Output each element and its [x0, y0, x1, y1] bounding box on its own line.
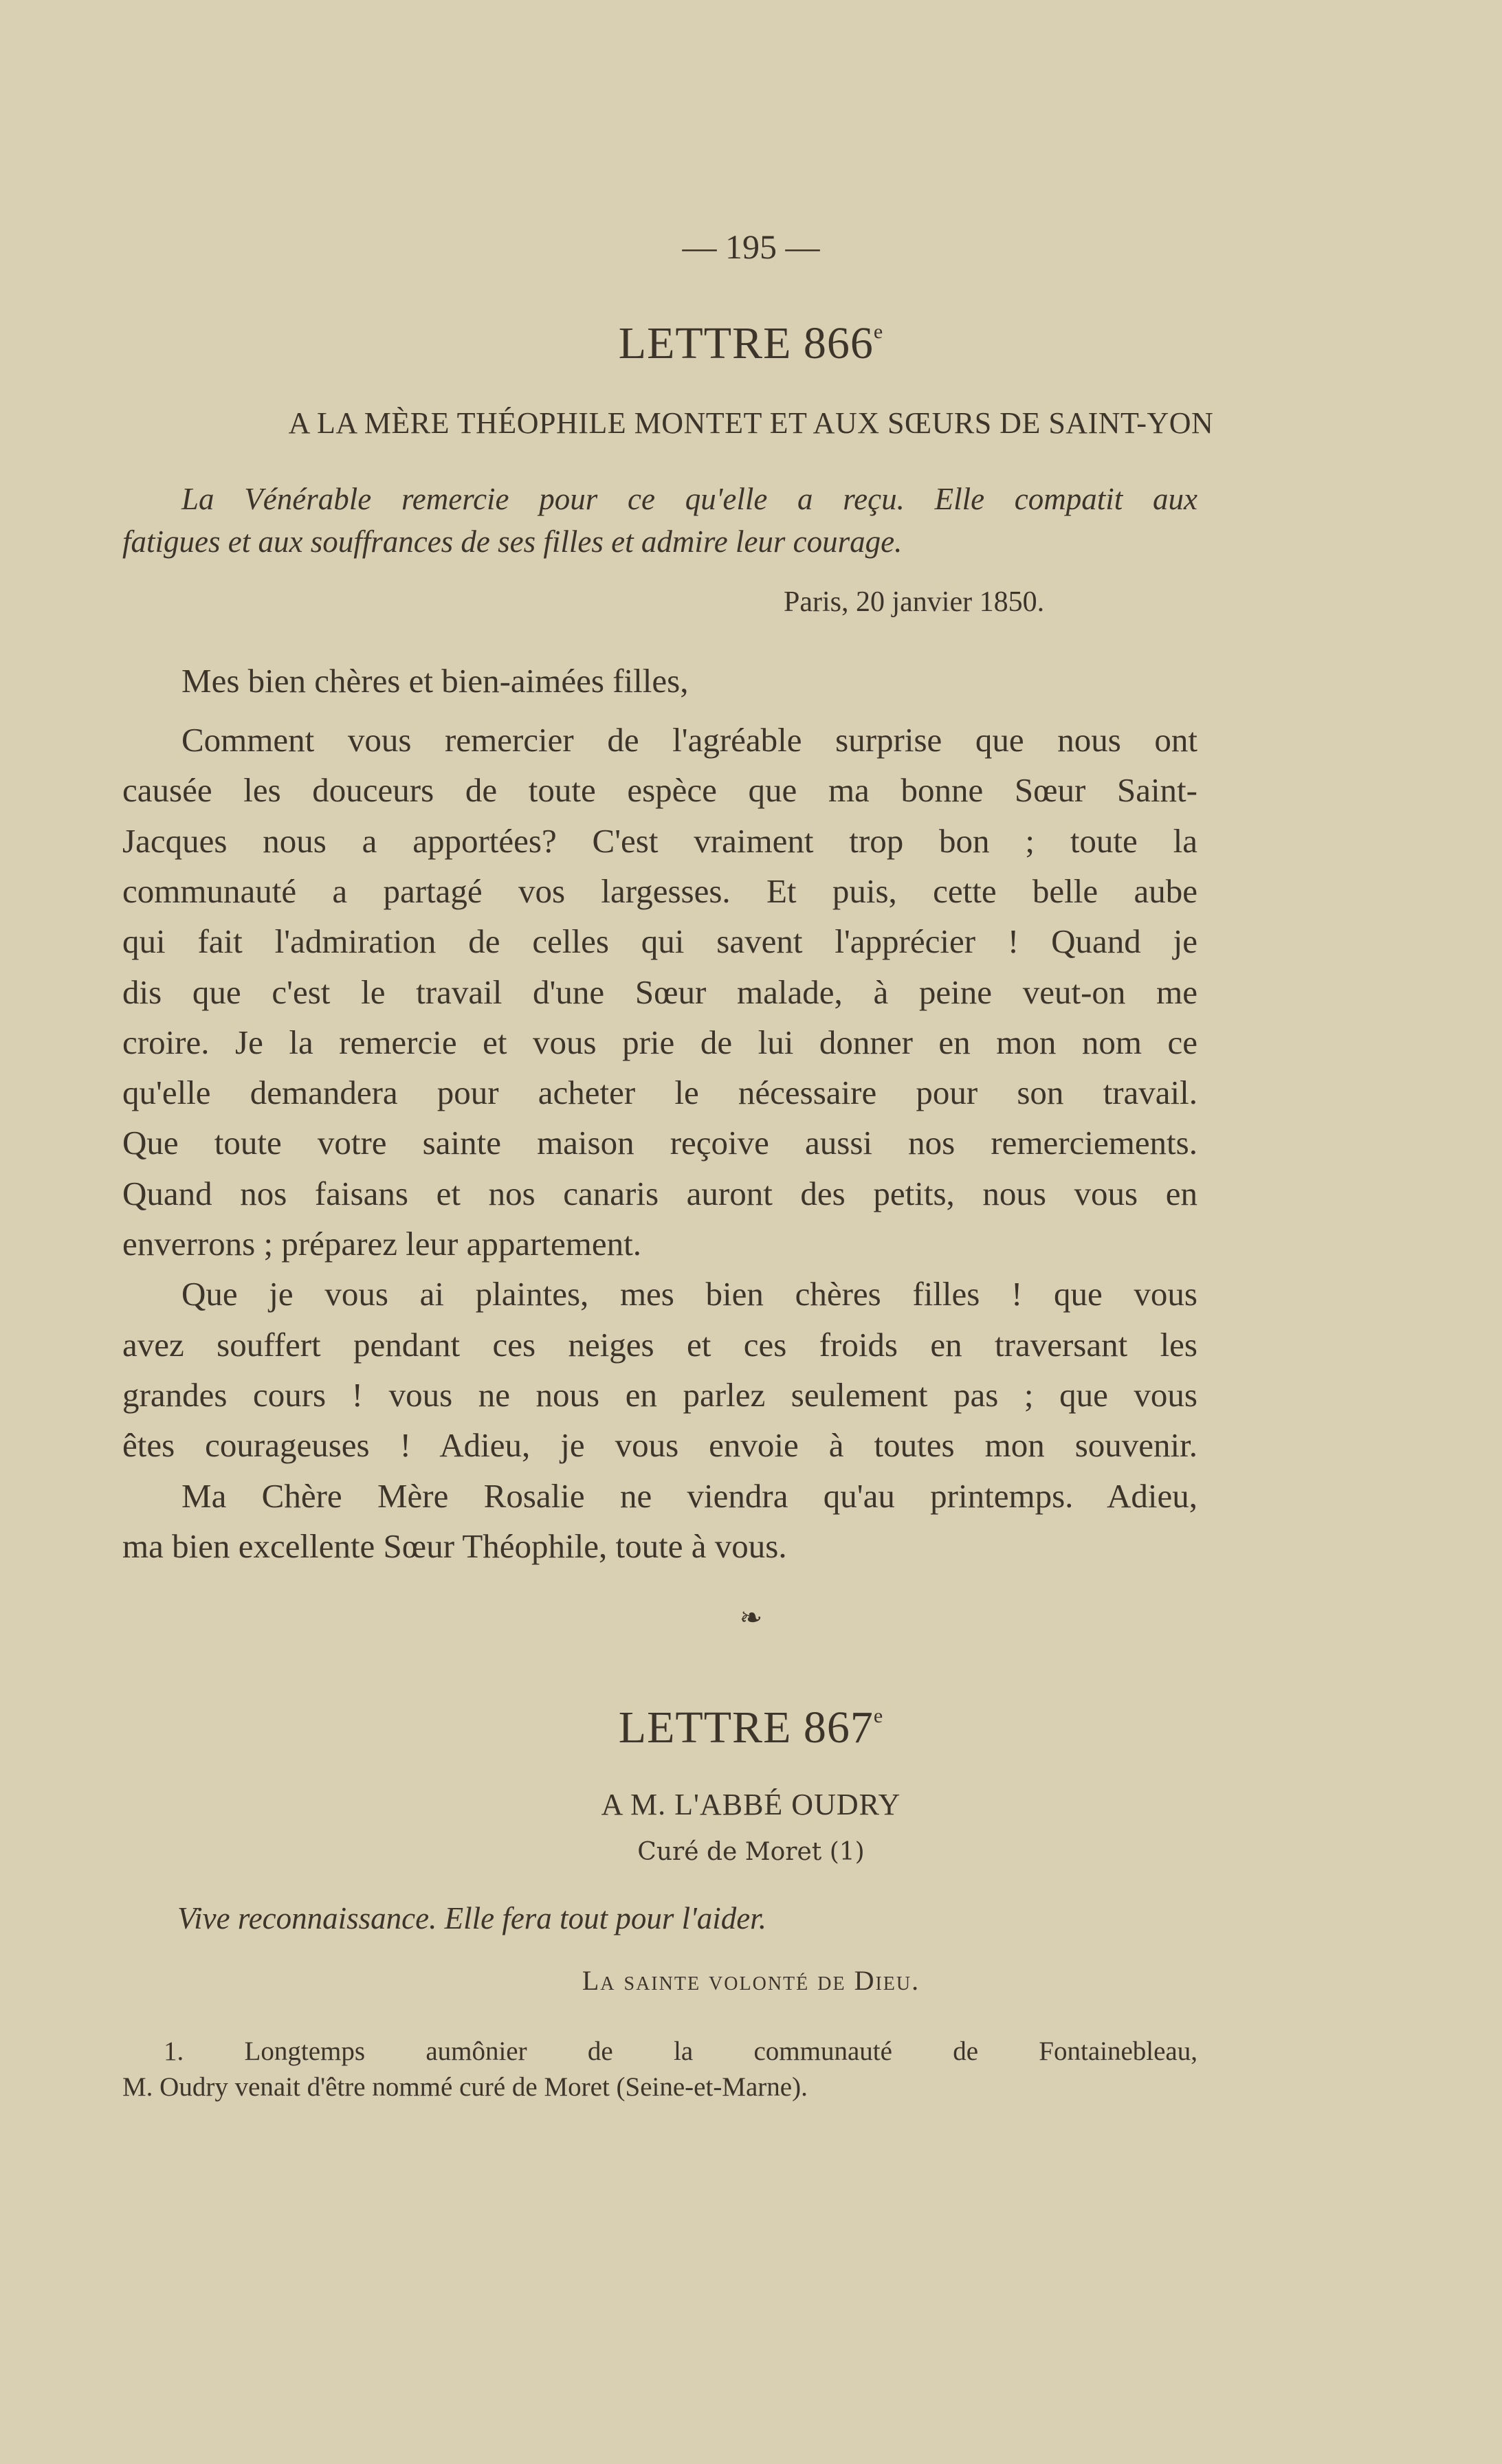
letter-866-summary-line: La Vénérable remercie pour ce qu'elle a reçu. Elle compatit aux	[181, 482, 1197, 516]
footnote-line: 1. Longtemps aumônier de la communauté de Fontainebleau,	[164, 2036, 1197, 2066]
body-line: qui fait l'admiration de celles qui savent l'apprécier ! Quand je	[122, 922, 1197, 961]
letter-866-addressee: A LA MÈRE THÉOPHILE MONTET ET AUX SŒURS DE SAINT-YON	[288, 406, 1214, 440]
letter-867-title	[0, 1702, 1502, 1754]
body-line: êtes courageuses ! Adieu, je vous envoie à toutes mon souvenir.	[122, 1426, 1197, 1465]
body-line: Ma Chère Mère Rosalie ne viendra qu'au printemps. Adieu,	[181, 1476, 1197, 1515]
body-line: ma bien excellente Sœur Théophile, toute à vous.	[122, 1527, 787, 1565]
page-number: — 195 —	[682, 227, 820, 266]
letter-866-title	[0, 318, 1502, 370]
body-line: Quand nos faisans et nos canaris auront des petits, nous vous en	[122, 1174, 1197, 1212]
ornament-icon: ❧	[739, 1602, 763, 1633]
body-line: croire. Je la remercie et vous prie de lui donner en mon nom ce	[122, 1023, 1197, 1061]
footnote-line: M. Oudry venait d'être nommé curé de Moret (Seine-et-Marne).	[122, 2072, 808, 2102]
letter-866-greeting: Mes bien chères et bien-aimées filles,	[181, 662, 689, 700]
body-line: Jacques nous a apportées? C'est vraiment trop bon ; toute la	[122, 821, 1197, 860]
body-line: causée les douceurs de toute espèce que ma bonne Sœur Saint-	[122, 771, 1197, 810]
letter-866-title-sup: e	[873, 320, 884, 343]
letter-867-title-text: LETTRE 867	[618, 1702, 874, 1753]
letter-866-date: Paris, 20 janvier 1850.	[784, 586, 1045, 618]
letter-867-summary: Vive reconnaissance. Elle fera tout pour l'aider.	[177, 1901, 766, 1935]
body-line: Que je vous ai plaintes, mes bien chères filles ! que vous	[181, 1275, 1197, 1313]
letter-867-motto: La sainte volonté de Dieu.	[582, 1965, 920, 1996]
letter-866-summary-line: fatigues et aux souffrances de ses filles et admire leur courage.	[122, 524, 903, 559]
letter-867-place: Curé de Moret (1)	[637, 1838, 865, 1866]
body-line: enverrons ; préparez leur appartement.	[122, 1225, 642, 1263]
body-line: communauté a partagé vos largesses. Et puis, cette belle aube	[122, 872, 1197, 910]
letter-866-title-text: LETTRE 866	[618, 318, 874, 368]
body-line: Comment vous remercier de l'agréable surprise que nous ont	[181, 721, 1197, 759]
letter-867-addressee: A M. L'ABBÉ OUDRY	[601, 1788, 901, 1821]
body-line: dis que c'est le travail d'une Sœur malade, à peine veut-on me	[122, 973, 1197, 1011]
body-line: grandes cours ! vous ne nous en parlez seulement pas ; que vous	[122, 1375, 1197, 1414]
body-line: Que toute votre sainte maison reçoive aussi nos remerciements.	[122, 1124, 1197, 1162]
body-line: qu'elle demandera pour acheter le nécessaire pour son travail.	[122, 1074, 1197, 1112]
body-line: avez souffert pendant ces neiges et ces froids en traversant les	[122, 1325, 1197, 1364]
letter-867-title-sup: e	[873, 1705, 884, 1727]
